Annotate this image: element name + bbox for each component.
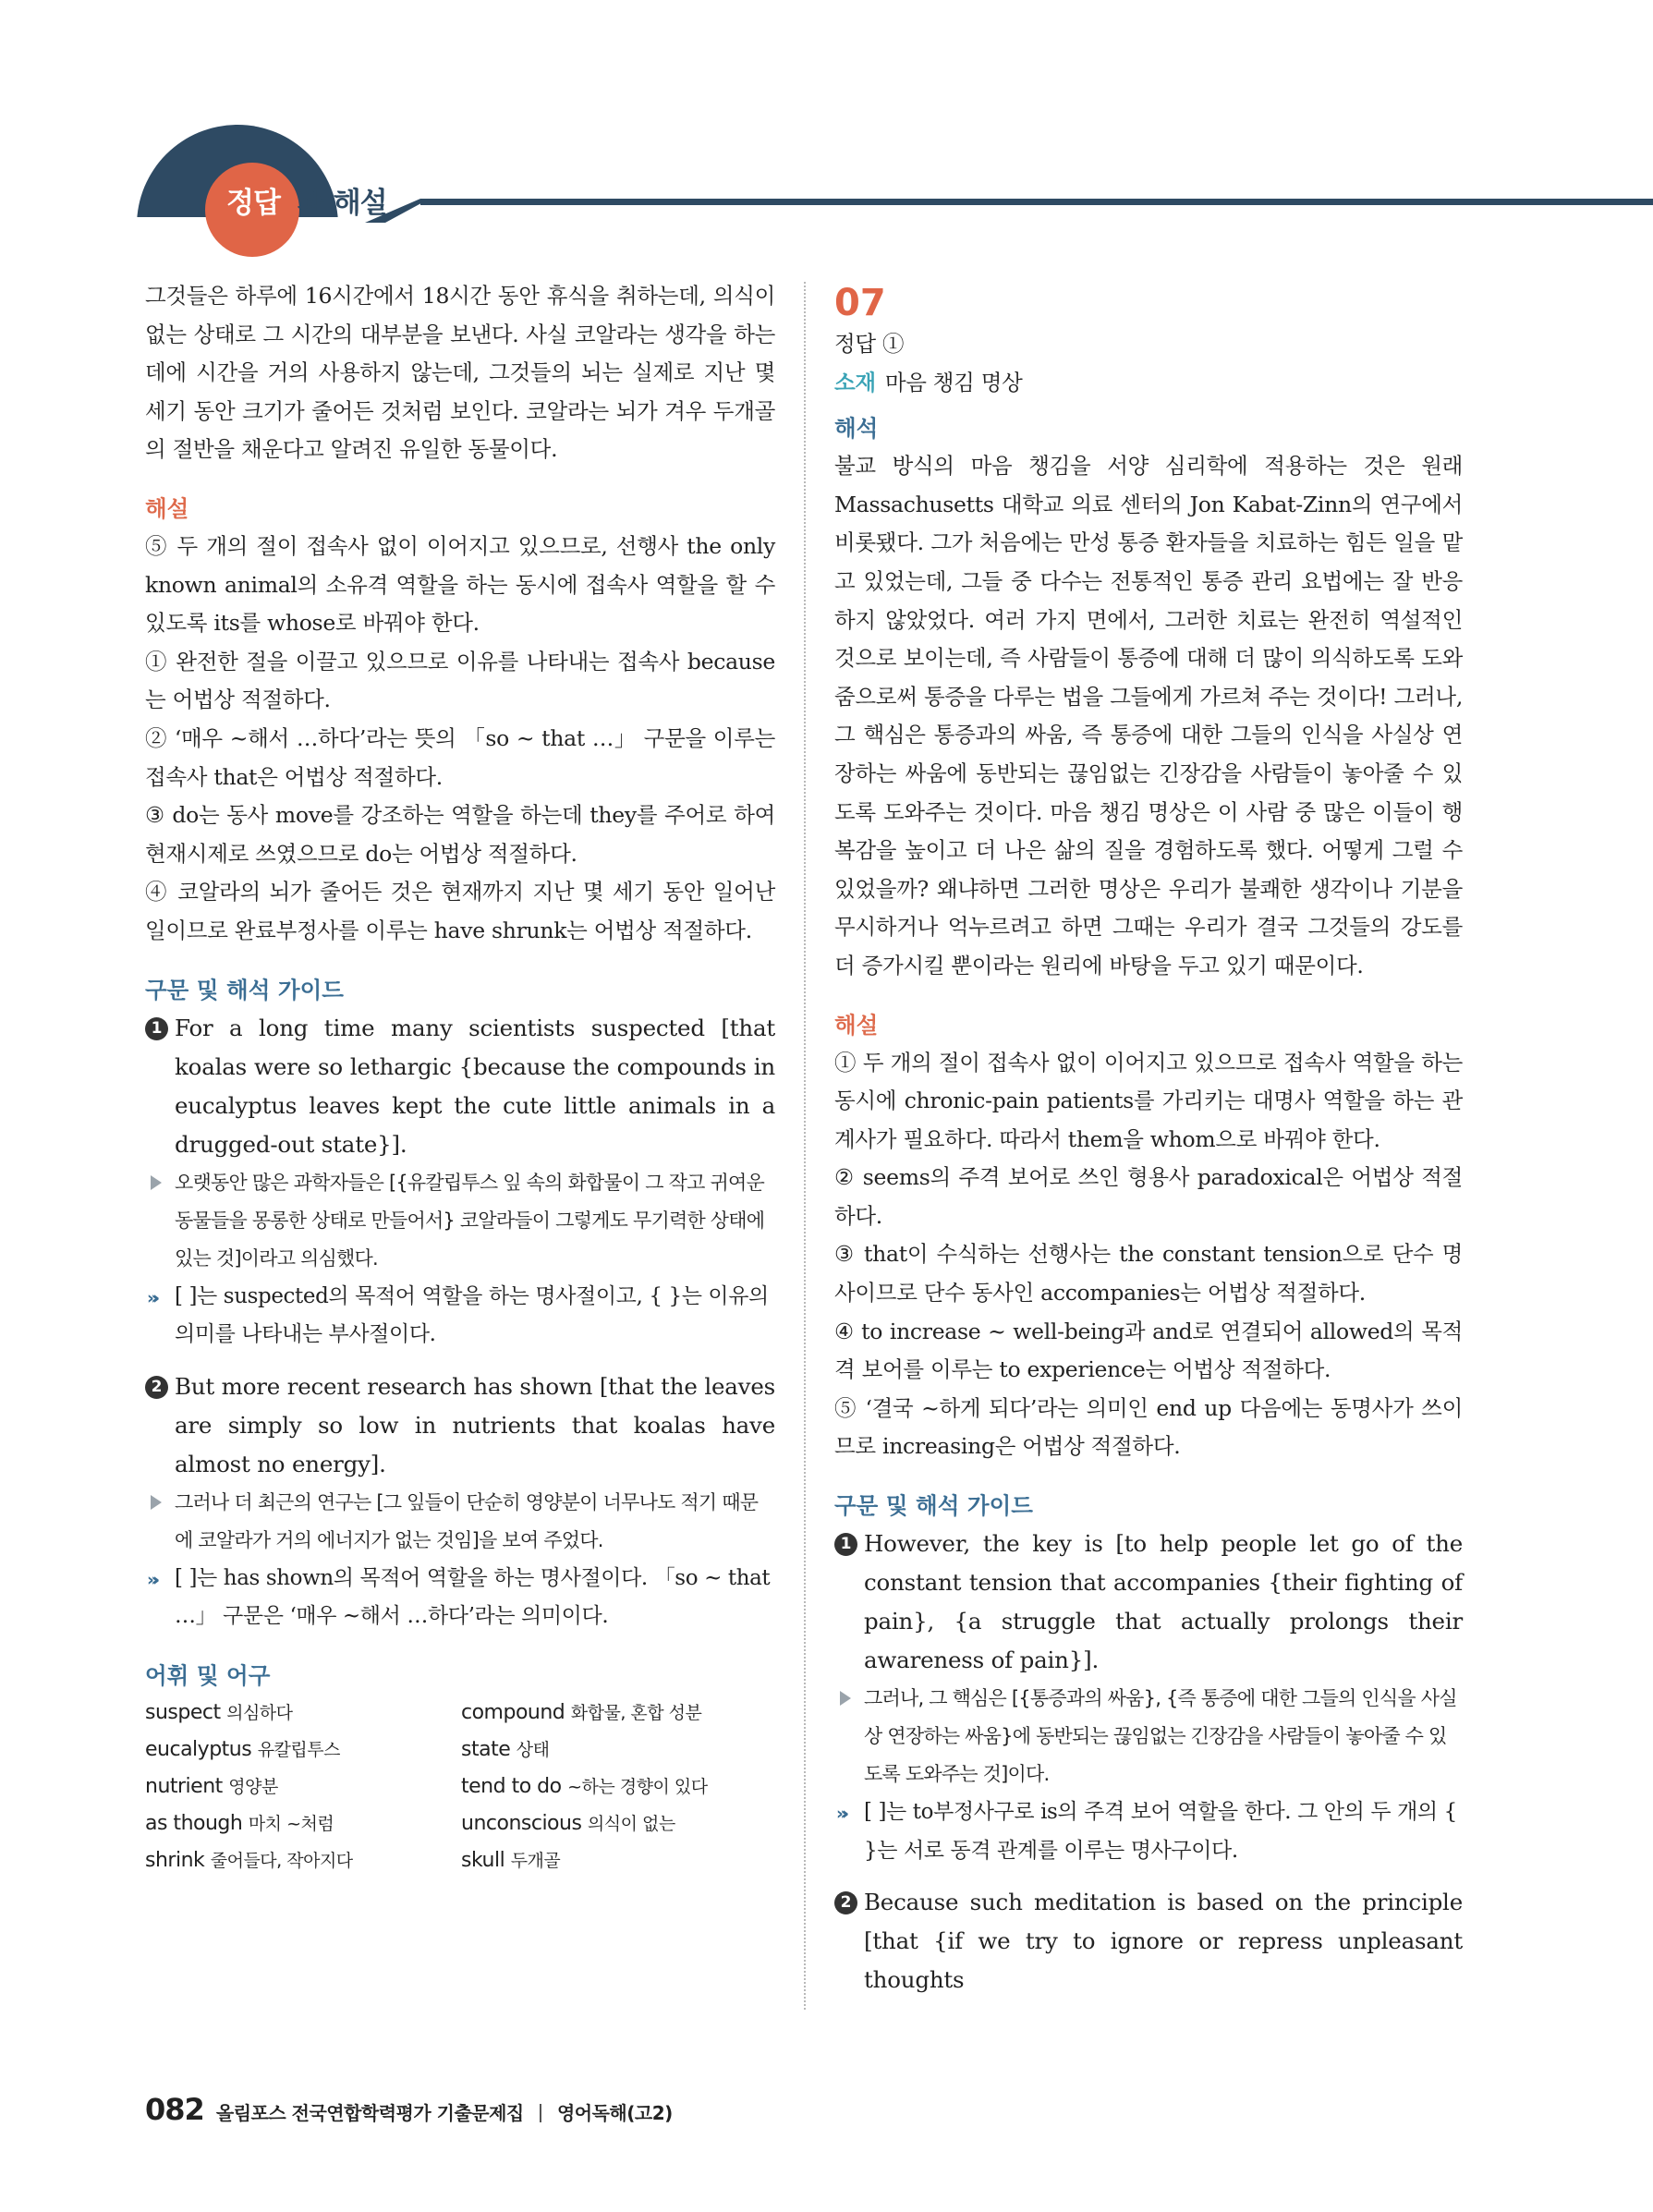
triangle-marker-icon [840,1691,851,1706]
vocab-entry [461,1695,775,1732]
guide-number: 2 [145,1376,168,1399]
guide-translation [145,1164,775,1278]
guide-number: 2 [834,1891,857,1914]
footer-separator [540,2104,541,2122]
right-explain-heading: 해설 [834,1011,879,1039]
right-explain-item: ① 두 개의 절이 접속사 없이 이어지고 있으므로 접속사 역할을 하는 동시에 chronic-pain patients를 가리키는 대명사 역할을 하는 관계사가 필요하다. 따라서 them을 whom으로 바꿔야 한다. [834,1049,1463,1152]
guide-korean-translation: 그러나, 그 핵심은 [{통증과의 싸움}, {즉 통증에 대한 그들의 인식을 사실상 연장하는 싸움}에 동반되는 끊임없는 긴장감을 사람들이 놓아줄 수 있도록 도와주는 것]이다. [864,1687,1457,1786]
left-explain-item: ⑤ 두 개의 절이 접속사 없이 이어지고 있으므로, 선행사 the only known animal의 소유격 역할을 하는 동시에 접속사 역할을 할 수 있도록 its를 whose로 바꿔야 한다. [145,532,775,637]
topic-line [834,364,1463,403]
guide-english-sentence: However, the key is [to help people let go of the constant tension that accompanies {their fighting of pain}, {a struggle that actually prolongs their awareness of pain}]. [864,1530,1463,1674]
vocab-entry [145,1732,461,1768]
guide-note-text: [ ]는 to부정사구로 is의 주격 보어 역할을 한다. 그 안의 두 개의 { }는 서로 동격 관계를 이루는 명사구이다. [864,1800,1457,1863]
guide-translation [145,1484,775,1560]
question-number: 07 [834,282,886,324]
vocab-list [145,1695,775,1879]
left-explain-item: ① 완전한 절을 이끌고 있으므로 이유를 나타내는 접속사 because는 어법상 적절하다. [145,648,775,713]
guide-note [834,1793,1463,1870]
guide-note [145,1560,775,1636]
guide-note [145,1278,775,1355]
guide-number: 1 [834,1533,857,1556]
guide-item [145,1009,775,1164]
vocab-meaning: 상태 [516,1739,550,1760]
topic-text: 마음 챙김 명상 [884,369,1023,395]
guide-english-sentence: For a long time many scientists suspected [that koalas were so lethargic {because the compounds in eucalyptus leaves kept the cute little animals in a drugged-out state}]. [175,1014,775,1158]
guide-item [834,1525,1463,1680]
column-divider [804,282,806,2010]
guide-number: 1 [145,1017,168,1040]
guide-item [834,1883,1463,1999]
vocab-entry [145,1842,461,1879]
left-column [145,277,775,1879]
vocab-word: nutrient [145,1774,223,1798]
left-intro-translation: 그것들은 하루에 16시간에서 18시간 동안 휴식을 취하는데, 의식이 없는 상태로 그 시간의 대부분을 보낸다. 사실 코알라는 생각을 하는 데에 시간을 거의 사용하지 않는데, 그것들의 뇌는 실제로 지난 몇 세기 동안 크기가 줄어든 것처럼 보인다. 코알라는 뇌가 겨우 두개골의 절반을 채운다고 알려진 유일한 동물이다. [145,283,775,463]
vocab-word: compound [461,1700,565,1724]
topic-label: 소재 [834,369,876,395]
vocab-entry [461,1732,775,1768]
vocab-word: state [461,1737,511,1761]
left-explain-item: ② ‘매우 ~해서 …하다’라는 뜻의 「so ~ that …」 구문을 이루는 접속사 that은 어법상 적절하다. [145,724,775,790]
vocab-meaning: 영양분 [228,1776,278,1797]
vocab-meaning: 마치 ~처럼 [248,1813,334,1834]
vocab-word: unconscious [461,1811,582,1835]
right-explain-item: ③ that이 수식하는 선행사는 the constant tension으로 단수 명사이므로 단수 동사인 accompanies는 어법상 적절하다. [834,1241,1463,1307]
left-explain-item: ④ 코알라의 뇌가 줄어든 것은 현재까지 지난 몇 세기 동안 일어난 일이므로 완료부정사를 이루는 have shrunk는 어법상 적절하다. [145,879,775,943]
vocab-meaning: 유칼립투스 [257,1739,340,1760]
guide-note-text: [ ]는 suspected의 목적어 역할을 하는 명사절이고, { }는 이유의 의미를 나타내는 부사절이다. [175,1283,769,1347]
right-explain-item: ② seems의 주격 보어로 쓰인 형용사 paradoxical은 어법상 적절하다. [834,1164,1463,1229]
header-rule [420,199,1653,205]
guide-korean-translation: 오랫동안 많은 과학자들은 [{유칼립투스 잎 속의 화합물이 그 작고 귀여운 동물들을 몽롱한 상태로 만들어서} 코알라들이 그렇게도 무기력한 상태에 있는 것]이라고 의심했다. [175,1171,765,1270]
right-explain-item: ⑤ ‘결국 ~하게 되다’라는 의미인 end up 다음에는 동명사가 쓰이므로 increasing은 어법상 적절하다. [834,1394,1463,1460]
double-arrow-icon: »› [836,1804,845,1825]
vocab-entry [145,1768,461,1805]
header-title: 과 해설 [298,187,387,220]
vocab-word: skull [461,1848,505,1872]
triangle-marker-icon [151,1175,162,1190]
vocab-meaning: 의식이 없는 [587,1813,675,1834]
vocab-word: as though [145,1811,243,1835]
triangle-marker-icon [151,1495,162,1510]
right-translation-heading: 해석 [834,415,879,443]
vocab-word: shrink [145,1848,205,1872]
vocab-meaning: 의심하다 [226,1702,293,1723]
left-explain-heading: 해설 [145,494,189,522]
vocab-meaning: 화합물, 혼합 성분 [570,1702,702,1723]
guide-korean-translation: 그러나 더 최근의 연구는 [그 잎들이 단순히 영양분이 너무나도 적기 때문에 코알라가 거의 에너지가 없는 것임]을 보여 주었다. [175,1490,759,1551]
double-arrow-icon: »› [147,1569,155,1590]
guide-english-sentence: But more recent research has shown [that the leaves are simply so low in nutrients that koalas have almost no energy]. [175,1372,775,1477]
vocab-entry [145,1805,461,1842]
vocab-word: suspect [145,1700,221,1724]
vocab-entry [461,1768,775,1805]
guide-english-sentence: Because such meditation is based on the principle [that {if we try to ignore or repress unpleasant thoughts [864,1889,1463,1994]
right-column [834,277,1463,1999]
vocab-word: eucalyptus [145,1737,252,1761]
vocab-entry [145,1695,461,1732]
vocab-meaning: ~하는 경향이 있다 [567,1776,708,1797]
page-footer [145,2092,673,2127]
book-title: 올림포스 전국연합학력평가 기출문제집 [215,2102,524,2124]
header-badge-text: 정답 [226,187,280,220]
left-guide-heading: 구문 및 해석 가이드 [145,976,344,1003]
double-arrow-icon: »› [147,1287,155,1308]
book-subject: 영어독해(고2) [556,2102,673,2124]
vocab-entry [461,1805,775,1842]
vocab-word: tend to do [461,1774,562,1798]
vocab-heading: 어휘 및 어구 [145,1661,271,1689]
right-guide-heading: 구문 및 해석 가이드 [834,1492,1033,1520]
left-explain-item: ③ do는 동사 move를 강조하는 역할을 하는데 they를 주어로 하여 현재시제로 쓰였으므로 do는 어법상 적절하다. [145,802,775,867]
vocab-meaning: 두개골 [510,1850,561,1871]
right-explain-item: ④ to increase ~ well-being과 and로 연결되어 allowed의 목적격 보어를 이루는 to experience는 어법상 적절하다. [834,1318,1463,1383]
right-translation: 불교 방식의 마음 챙김을 서양 심리학에 적용하는 것은 원래 Massachusetts 대학교 의료 센터의 Jon Kabat-Zinn의 연구에서 비롯됐다. 그가 처음에는 만성 통증 환자들을 치료하는 힘든 일을 맡고 있었는데, 그들 중 다수는 전통적인 통증 관리 요법에는 잘 반응하지 않았었다. 여러 가지 면에서, 그러한 치료는 완전히 역설적인 것으로 보이는데, 즉 사람들이 통증에 대해 더 많이 의식하도록 도와줌으로써 통증을 다루는 법을 그들에게 가르쳐 주는 것이다! 그러나, 그 핵심은 통증과의 싸움, 즉 통증에 대한 그들의 인식을 사실상 연장하는 싸움에 동반되는 끊임없는 긴장감을 사람들이 놓아줄 수 있도록 도와주는 것이다. 마음 챙김 명상은 이 사람 중 많은 이들이 행복감을 높이고 더 나은 삶의 질을 경험하도록 했다. 어떻게 그럴 수 있었을까? 왜냐하면 그러한 명상은 우리가 불쾌한 생각이나 기분을 무시하거나 억누르려고 하면 그때는 우리가 결국 그것들의 강도를 더 증가시킬 뿐이라는 원리에 바탕을 두고 있기 때문이다. [834,453,1463,978]
vocab-entry [461,1842,775,1879]
answer-line: 정답 ① [834,331,905,357]
vocab-meaning: 줄어들다, 작아지다 [210,1850,353,1871]
page-number: 082 [145,2092,204,2127]
guide-item [145,1367,775,1484]
guide-translation [834,1680,1463,1793]
guide-note-text: [ ]는 has shown의 목적어 역할을 하는 명사절이다. 「so ~ that …」 구문은 ‘매우 ~해서 …하다’라는 의미이다. [175,1565,771,1629]
